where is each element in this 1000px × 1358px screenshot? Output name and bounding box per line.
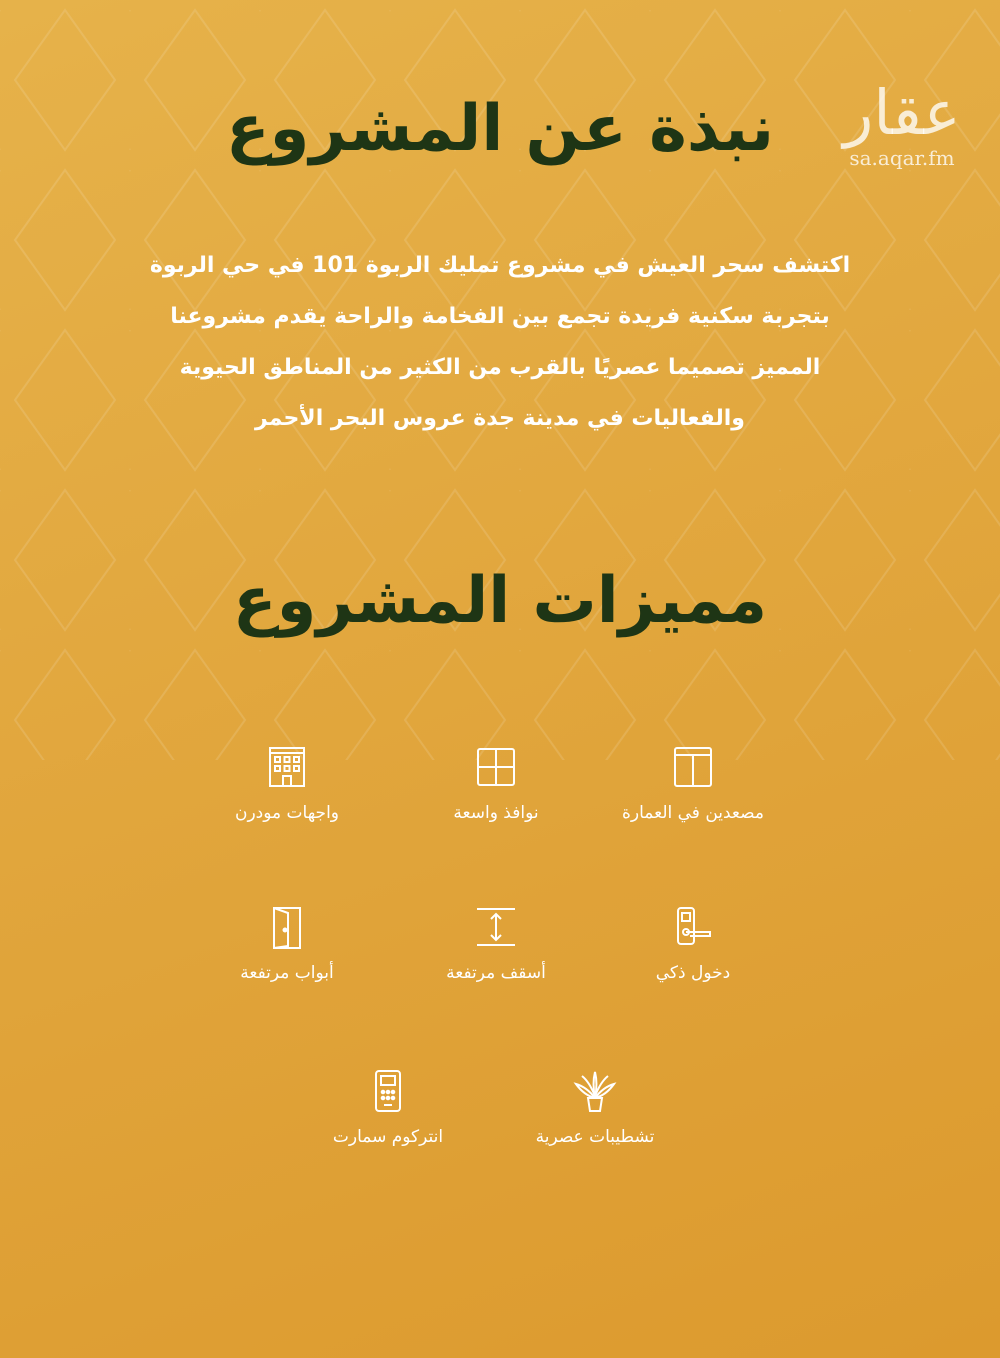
aqar-url: sa.aqar.fm: [849, 146, 955, 170]
aqar-logo: عقار: [843, 76, 961, 149]
feature-label: أبواب مرتفعة: [240, 963, 334, 983]
feature-smart-intercom: [288, 1068, 488, 1148]
feature-wide-windows: [396, 744, 596, 824]
feature-label: واجهات مودرن: [234, 803, 340, 823]
elevator-icon: [670, 744, 716, 790]
feature-label: مصعدين في العمارة: [622, 803, 764, 823]
building-facade-icon: [264, 744, 310, 790]
about-line-3: المميز تصميما عصريًا بالقرب من الكثير من المناطق الحيوية: [179, 355, 821, 380]
door-icon: [264, 904, 310, 950]
window-icon: [473, 744, 519, 790]
about-line-4: والفعاليات في مدينة جدة عروس البحر الأحمر: [255, 406, 745, 431]
feature-high-ceilings: [396, 904, 596, 984]
about-line-1: اكتشف سحر العيش في مشروع تمليك الربوة 101 في حي الربوة: [149, 253, 851, 278]
about-title: نبذة عن المشروع: [225, 92, 775, 166]
feature-elevators: [593, 744, 793, 824]
feature-modern-finishes: [495, 1068, 695, 1148]
feature-high-doors: [187, 904, 387, 984]
feature-label: نوافذ واسعة: [453, 803, 539, 823]
feature-label: دخول ذكي: [655, 963, 731, 983]
feature-label: أسقف مرتفعة: [446, 963, 546, 983]
feature-label: تشطيبات عصرية: [535, 1127, 655, 1147]
intercom-icon: [365, 1068, 411, 1114]
smart-lock-icon: [670, 904, 716, 950]
features-title: مميزات المشروع: [232, 564, 768, 638]
plant-icon: [572, 1068, 618, 1114]
feature-modern-facades: [187, 744, 387, 824]
ceiling-height-icon: [473, 904, 519, 950]
feature-smart-entry: [593, 904, 793, 984]
about-line-2: بتجربة سكنية فريدة تجمع بين الفخامة والراحة يقدم مشروعنا: [170, 304, 830, 329]
about-paragraph: [110, 240, 890, 444]
feature-label: انتركوم سمارت: [332, 1127, 444, 1147]
